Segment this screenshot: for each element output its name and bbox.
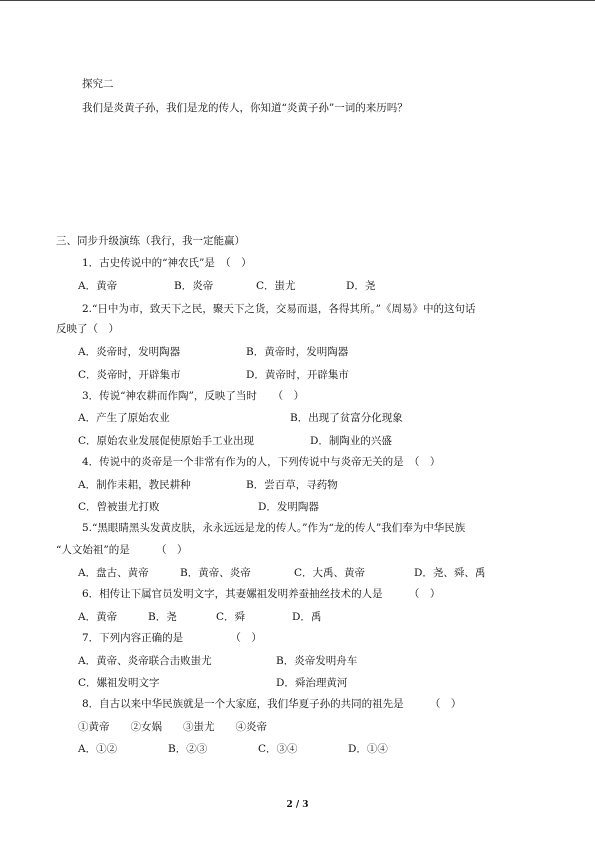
question-7-option-c: C．嫘祖发明文字 xyxy=(78,677,160,689)
question-1-option-a: A．黄帝 xyxy=(78,280,118,292)
question-2-stem-line2: 反映了（ ） xyxy=(56,323,119,335)
question-5-option-d: D．尧、舜、禹 xyxy=(414,567,486,579)
page-number: 2 / 3 xyxy=(286,800,309,810)
question-7-option-a: A．黄帝、炎帝联合击败蚩尤 xyxy=(78,655,212,667)
question-6-option-d: D．禹 xyxy=(292,611,322,623)
question-5-option-a: A．盘古、黄帝 xyxy=(78,567,149,579)
question-4-stem: 4．传说中的炎帝是一个非常有作为的人，下列传说中与炎帝无关的是 （ ） xyxy=(82,456,441,468)
question-3-stem: 3．传说“神农耕而作陶”，反映了当时 （ ） xyxy=(82,390,305,402)
question-3-option-c: C．原始农业发展促使原始手工业出现 xyxy=(78,435,255,447)
question-6-option-a: A．黄帝 xyxy=(78,611,118,623)
question-8-option-d: D．①④ xyxy=(348,743,388,755)
question-4-option-a: A．制作耒耜，教民耕种 xyxy=(78,479,191,491)
question-1-option-d: D．尧 xyxy=(346,280,376,292)
question-1-option-c: C．蚩尤 xyxy=(256,280,296,292)
question-8-option-a: A．①② xyxy=(78,743,118,755)
question-5-option-c: C．大禹、黄帝 xyxy=(294,567,366,579)
question-2-option-c: C．炎帝时，开辟集市 xyxy=(78,369,181,381)
question-7-stem: 7．下列内容正确的是 （ ） xyxy=(82,632,262,644)
question-6-stem: 6．相传让下属官员发明文字，其妻嫘祖发明养蚕抽丝技术的人是 （ ） xyxy=(82,588,441,600)
question-3-option-b: B．出现了贫富分化现象 xyxy=(290,412,403,424)
question-5-stem-line2: “人文始祖”的是 （ ） xyxy=(56,544,188,556)
question-1-stem: 1．古史传说中的“神农氏”是 （ ） xyxy=(82,257,252,269)
question-1-option-b: B．炎帝 xyxy=(174,280,214,292)
question-5-stem-line1: 5.“黑眼睛黑头发黄皮肤，永永远远是龙的传人。”作为“龙的传人”我们奉为中华民族 xyxy=(82,522,466,534)
explore-heading: 探究二 xyxy=(82,78,114,90)
question-2-option-b: B．黄帝时，发明陶器 xyxy=(246,346,349,358)
question-8-stem: 8．自古以来中华民族就是一个大家庭，我们华夏子孙的共同的祖先是 （ ） xyxy=(82,698,462,710)
page-top-border xyxy=(0,0,595,1)
question-8-option-c: C．③④ xyxy=(258,743,298,755)
question-6-option-c: C．舜 xyxy=(216,611,246,623)
question-7-option-d: D．舜治理黄河 xyxy=(276,677,348,689)
question-4-option-b: B．尝百草，寻药物 xyxy=(246,479,338,491)
question-2-option-a: A．炎帝时，发明陶器 xyxy=(78,346,181,358)
explore-question: 我们是炎黄子孙，我们是龙的传人，你知道“炎黄子孙”一词的来历吗？ xyxy=(82,102,408,114)
question-5-option-b: B．黄帝、炎帝 xyxy=(180,567,251,579)
section-title: 三、同步升级演练（我行，我一定能赢） xyxy=(56,235,245,247)
question-2-option-d: D．黄帝时，开辟集市 xyxy=(246,369,349,381)
question-6-option-b: B．尧 xyxy=(148,611,177,623)
question-2-stem-line1: 2.“日中为市，致天下之民，聚天下之货，交易而退，各得其所。”《周易》中的这句话 xyxy=(82,303,476,315)
question-3-option-d: D．制陶业的兴盛 xyxy=(310,435,392,447)
question-4-option-d: D．发明陶器 xyxy=(258,501,319,513)
question-7-option-b: B．炎帝发明舟车 xyxy=(276,655,358,667)
question-8-items: ①黄帝 ②女娲 ③蚩尤 ④炎帝 xyxy=(78,721,267,733)
question-3-option-a: A．产生了原始农业 xyxy=(78,412,170,424)
question-4-option-c: C．曾被蚩尤打败 xyxy=(78,501,160,513)
question-8-option-b: B．②③ xyxy=(168,743,208,755)
